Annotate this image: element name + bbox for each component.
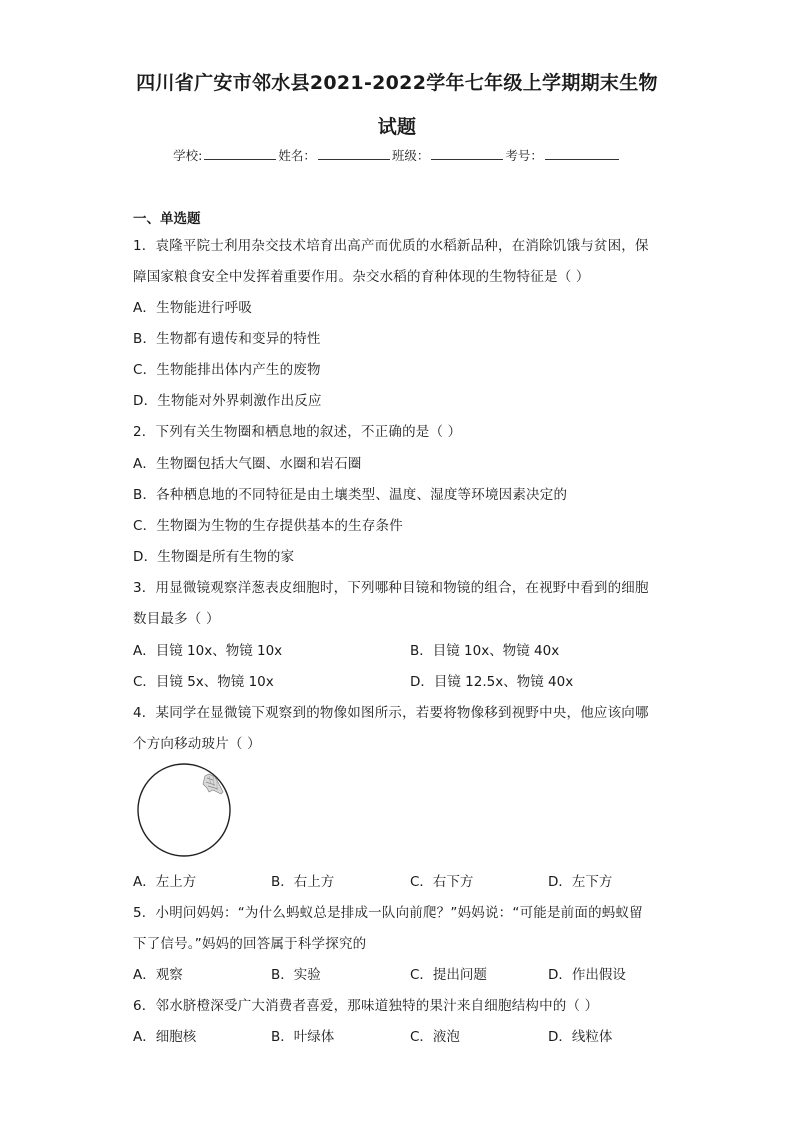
question-6-line-1: 6．邻水脐橙深受广大消费者喜爱，那味道独特的果汁来自细胞结构中的（ ） [133, 998, 599, 1014]
question-5-option-a[interactable]: A．观察 [133, 967, 183, 983]
name-label: 姓名： [278, 148, 316, 163]
question-2-option-c[interactable]: C．生物圈为生物的生存提供基本的生存条件 [133, 518, 403, 534]
question-5-line-1: 5．小明问妈妈：“为什么蚂蚁总是排成一队向前爬？”妈妈说：“可能是前面的蚂蚁留 [133, 905, 643, 921]
student-info-row [0, 146, 794, 164]
question-3-line-1: 3．用显微镜观察洋葱表皮细胞时，下列哪种目镜和物镜的组合，在视野中看到的细胞 [133, 580, 649, 596]
question-4-line-2: 个方向移动玻片（ ） [133, 736, 261, 752]
question-6-option-d[interactable]: D．线粒体 [548, 1029, 613, 1045]
question-2-option-d[interactable]: D．生物圈是所有生物的家 [133, 549, 295, 565]
question-4-option-d[interactable]: D．左下方 [548, 874, 613, 890]
question-5-option-b[interactable]: B．实验 [271, 967, 321, 983]
question-3-option-a[interactable]: A．目镜 10x、物镜 10x [133, 643, 283, 659]
question-1-option-d[interactable]: D．生物能对外界刺激作出反应 [133, 393, 322, 409]
question-1-option-a[interactable]: A．生物能进行呼吸 [133, 300, 253, 316]
question-6-option-c[interactable]: C．液泡 [410, 1029, 460, 1045]
question-1-option-c[interactable]: C．生物能排出体内产生的废物 [133, 362, 321, 378]
question-1-option-b[interactable]: B．生物都有遗传和变异的特性 [133, 331, 321, 347]
question-5-option-d[interactable]: D．作出假设 [548, 967, 626, 983]
question-3-option-c[interactable]: C．目镜 5x、物镜 10x [133, 674, 274, 690]
question-3-line-2: 数目最多（ ） [133, 611, 220, 627]
question-4-option-a[interactable]: A．左上方 [133, 874, 197, 890]
question-1-line-2: 障国家粮食安全中发挥着重要作用。杂交水稻的育种体现的生物特征是（ ） [133, 269, 590, 285]
question-4-line-1: 4．某同学在显微镜下观察到的物像如图所示，若要将物像移到视野中央，他应该向哪 [133, 705, 649, 721]
section-heading: 一、单选题 [133, 211, 201, 227]
field-of-view-circle [138, 764, 230, 856]
question-5-line-2: 下了信号。”妈妈的回答属于科学探究的 [133, 936, 367, 952]
school-blank[interactable] [204, 147, 276, 160]
microscope-view-figure [133, 762, 235, 858]
name-blank[interactable] [318, 147, 390, 160]
school-label: 学校: [173, 148, 203, 163]
exam-number-label: 考号： [505, 148, 543, 163]
exam-title-line-1: 四川省广安市邻水县2021-2022学年七年级上学期期末生物 [136, 72, 658, 94]
question-2-option-b[interactable]: B．各种栖息地的不同特征是由土壤类型、温度、湿度等环境因素决定的 [133, 487, 568, 503]
question-3-option-b[interactable]: B．目镜 10x、物镜 40x [410, 643, 560, 659]
class-blank[interactable] [431, 147, 503, 160]
question-6-option-b[interactable]: B．叶绿体 [271, 1029, 335, 1045]
question-1-line-1: 1．袁隆平院士利用杂交技术培育出高产而优质的水稻新品种，在消除饥饿与贫困，保 [133, 238, 649, 254]
exam-title-line-2: 试题 [377, 116, 417, 138]
question-3-option-d[interactable]: D．目镜 12.5x、物镜 40x [410, 674, 574, 690]
question-2-option-a[interactable]: A．生物圈包括大气圈、水圈和岩石圈 [133, 456, 362, 472]
class-label: 班级： [391, 148, 430, 163]
question-4-option-b[interactable]: B．右上方 [271, 874, 335, 890]
question-4-option-c[interactable]: C．右下方 [410, 874, 474, 890]
question-6-option-a[interactable]: A．细胞核 [133, 1029, 197, 1045]
exam-number-blank[interactable] [545, 147, 619, 160]
question-5-option-c[interactable]: C．提出问题 [410, 967, 487, 983]
question-2-line-1: 2．下列有关生物圈和栖息地的叙述，不正确的是（ ） [133, 424, 462, 440]
